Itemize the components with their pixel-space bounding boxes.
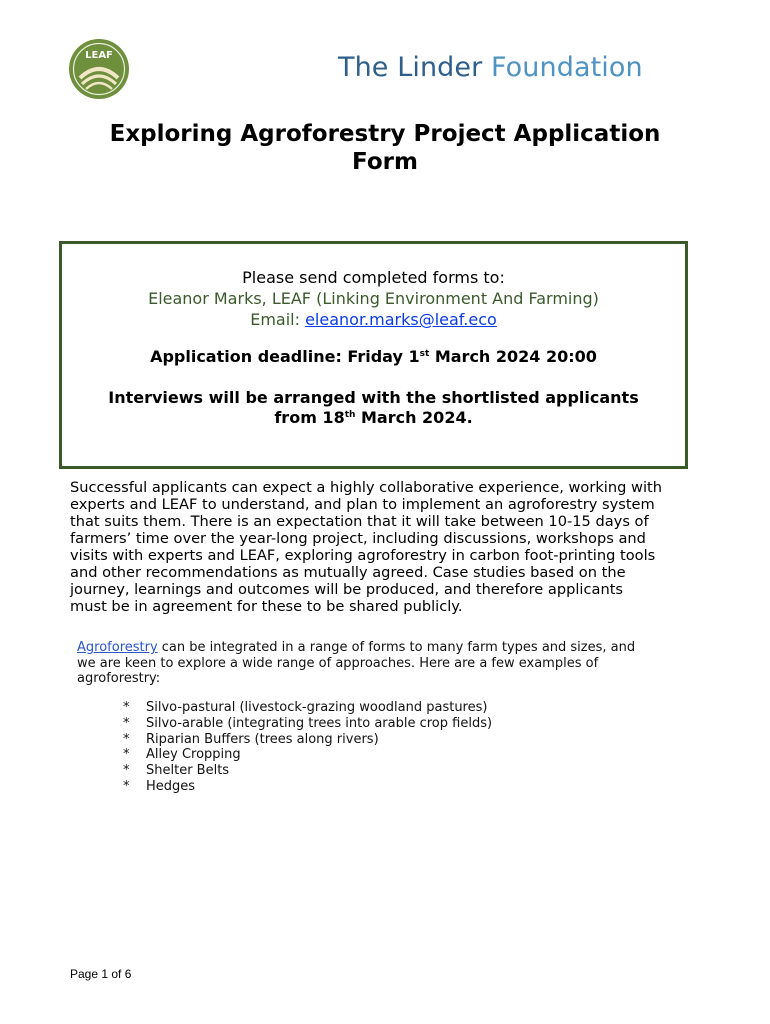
intro-line: must be in agreement for these to be shared publicly. bbox=[70, 598, 463, 615]
list-item bbox=[123, 779, 492, 795]
agro-line2: we are keen to explore a wide range of approaches. Here are a few examples of bbox=[77, 655, 599, 671]
brand-title bbox=[338, 52, 643, 83]
intro-line: farmers’ time over the year-long project, including discussions, workshops and bbox=[70, 530, 646, 547]
email-prefix: Email: bbox=[250, 310, 306, 329]
bullet-marker: * bbox=[123, 700, 130, 715]
bullet-marker: * bbox=[123, 747, 130, 763]
intro-line: visits with experts and LEAF, exploring agroforestry in carbon foot-printing tools bbox=[70, 547, 656, 564]
brand-part1: The Linder bbox=[338, 52, 491, 83]
svg-text:LEAF: LEAF bbox=[85, 50, 113, 61]
list-item-text: Silvo-arable (integrating trees into arable crop fields) bbox=[146, 715, 493, 731]
deadline-post: March 2024 20:00 bbox=[429, 347, 597, 366]
deadline-pre: Application deadline: Friday 1 bbox=[150, 347, 420, 366]
list-item-text: Silvo-pastural (livestock-grazing woodland pastures) bbox=[146, 700, 488, 715]
interviews-sup: th bbox=[344, 410, 356, 420]
title-line1: Exploring Agroforestry Project Application bbox=[109, 121, 661, 147]
agro-line3: agroforestry: bbox=[77, 671, 161, 686]
interviews-pre: from 18 bbox=[274, 408, 345, 427]
agroforestry-link[interactable]: Agroforestry bbox=[77, 640, 158, 655]
examples-list bbox=[123, 700, 492, 795]
interviews-line2 bbox=[62, 408, 685, 427]
deadline-sup: st bbox=[419, 349, 430, 359]
list-item-text: Shelter Belts bbox=[146, 763, 230, 779]
deadline-text bbox=[62, 347, 685, 366]
page-number: Page 1 of 6 bbox=[70, 967, 132, 981]
intro-line: experts and LEAF to understand, and plan to implement an agroforestry system bbox=[70, 496, 655, 513]
agro-line1 bbox=[77, 640, 717, 656]
intro-line: and other recommendations as mutually agreed. Case studies based on the bbox=[70, 564, 626, 581]
list-item bbox=[123, 716, 492, 732]
list-item-text: Riparian Buffers (trees along rivers) bbox=[146, 731, 379, 747]
bullet-marker: * bbox=[123, 731, 130, 747]
list-item-text: Alley Cropping bbox=[146, 747, 241, 763]
list-item bbox=[123, 763, 492, 779]
list-item bbox=[123, 700, 492, 716]
bullet-marker: * bbox=[123, 778, 130, 794]
email-line bbox=[62, 310, 685, 329]
send-to-text: Please send completed forms to: bbox=[242, 268, 505, 287]
list-item bbox=[123, 732, 492, 748]
intro-line: Successful applicants can expect a highly collaborative experience, working with bbox=[70, 479, 662, 496]
interviews-post: March 2024. bbox=[355, 408, 473, 427]
intro-line: that suits them. There is an expectation that it will take between 10-15 days of bbox=[70, 513, 649, 530]
intro-paragraph bbox=[70, 479, 710, 615]
list-item-text: Hedges bbox=[146, 778, 196, 794]
leaf-logo bbox=[68, 38, 130, 100]
title-line2: Form bbox=[352, 149, 418, 175]
intro-line: journey, learnings and outcomes will be produced, and therefore applicants bbox=[70, 581, 624, 598]
brand-part2: Foundation bbox=[491, 52, 643, 83]
page-title bbox=[60, 120, 710, 176]
bullet-marker: * bbox=[123, 715, 130, 731]
bullet-marker: * bbox=[123, 763, 130, 779]
contact-name: Eleanor Marks, LEAF (Linking Environment And Farming) bbox=[148, 289, 599, 308]
agro-line1-rest: can be integrated in a range of forms to many farm types and sizes, and bbox=[157, 640, 636, 655]
agroforestry-paragraph bbox=[77, 640, 717, 687]
list-item bbox=[123, 747, 492, 763]
interviews-line1: Interviews will be arranged with the shortlisted applicants bbox=[108, 388, 639, 407]
contact-box bbox=[59, 241, 688, 469]
email-link[interactable]: eleanor.marks@leaf.eco bbox=[305, 310, 497, 329]
